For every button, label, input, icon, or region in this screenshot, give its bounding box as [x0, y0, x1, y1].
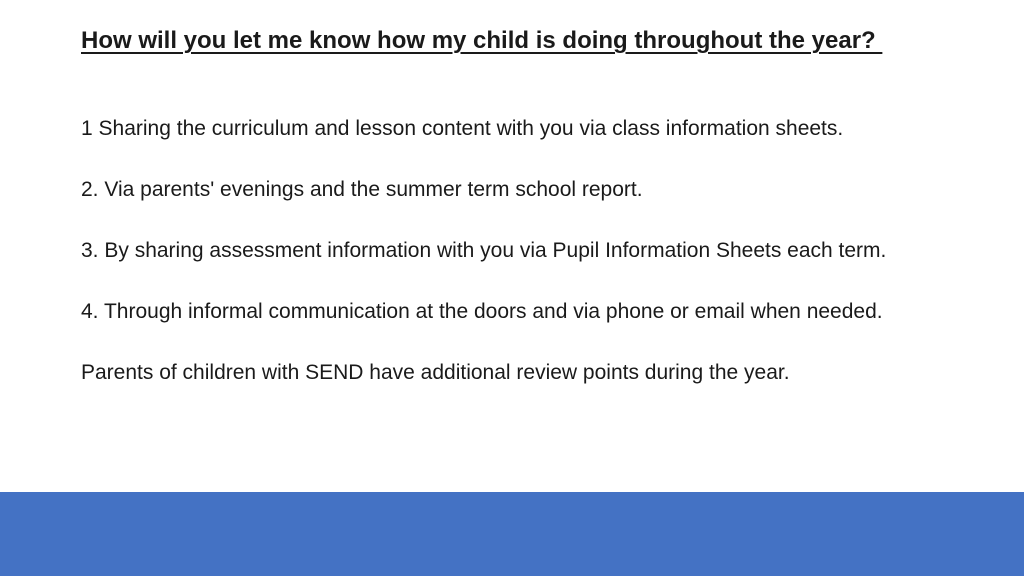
slide-body — [81, 113, 931, 418]
point-2: 2. Via parents' evenings and the summer term school report. — [81, 178, 643, 201]
send-note: Parents of children with SEND have additional review points during the year. — [81, 361, 790, 384]
point-1: 1 Sharing the curriculum and lesson content with you via class information sheets. — [81, 117, 844, 140]
slide-title: How will you let me know how my child is doing throughout the year? — [81, 27, 883, 54]
point-3: 3. By sharing assessment information with you via Pupil Information Sheets each term. — [81, 239, 887, 262]
point-4: 4. Through informal communication at the doors and via phone or email when needed. — [81, 300, 883, 323]
footer-accent-band — [0, 492, 1024, 576]
